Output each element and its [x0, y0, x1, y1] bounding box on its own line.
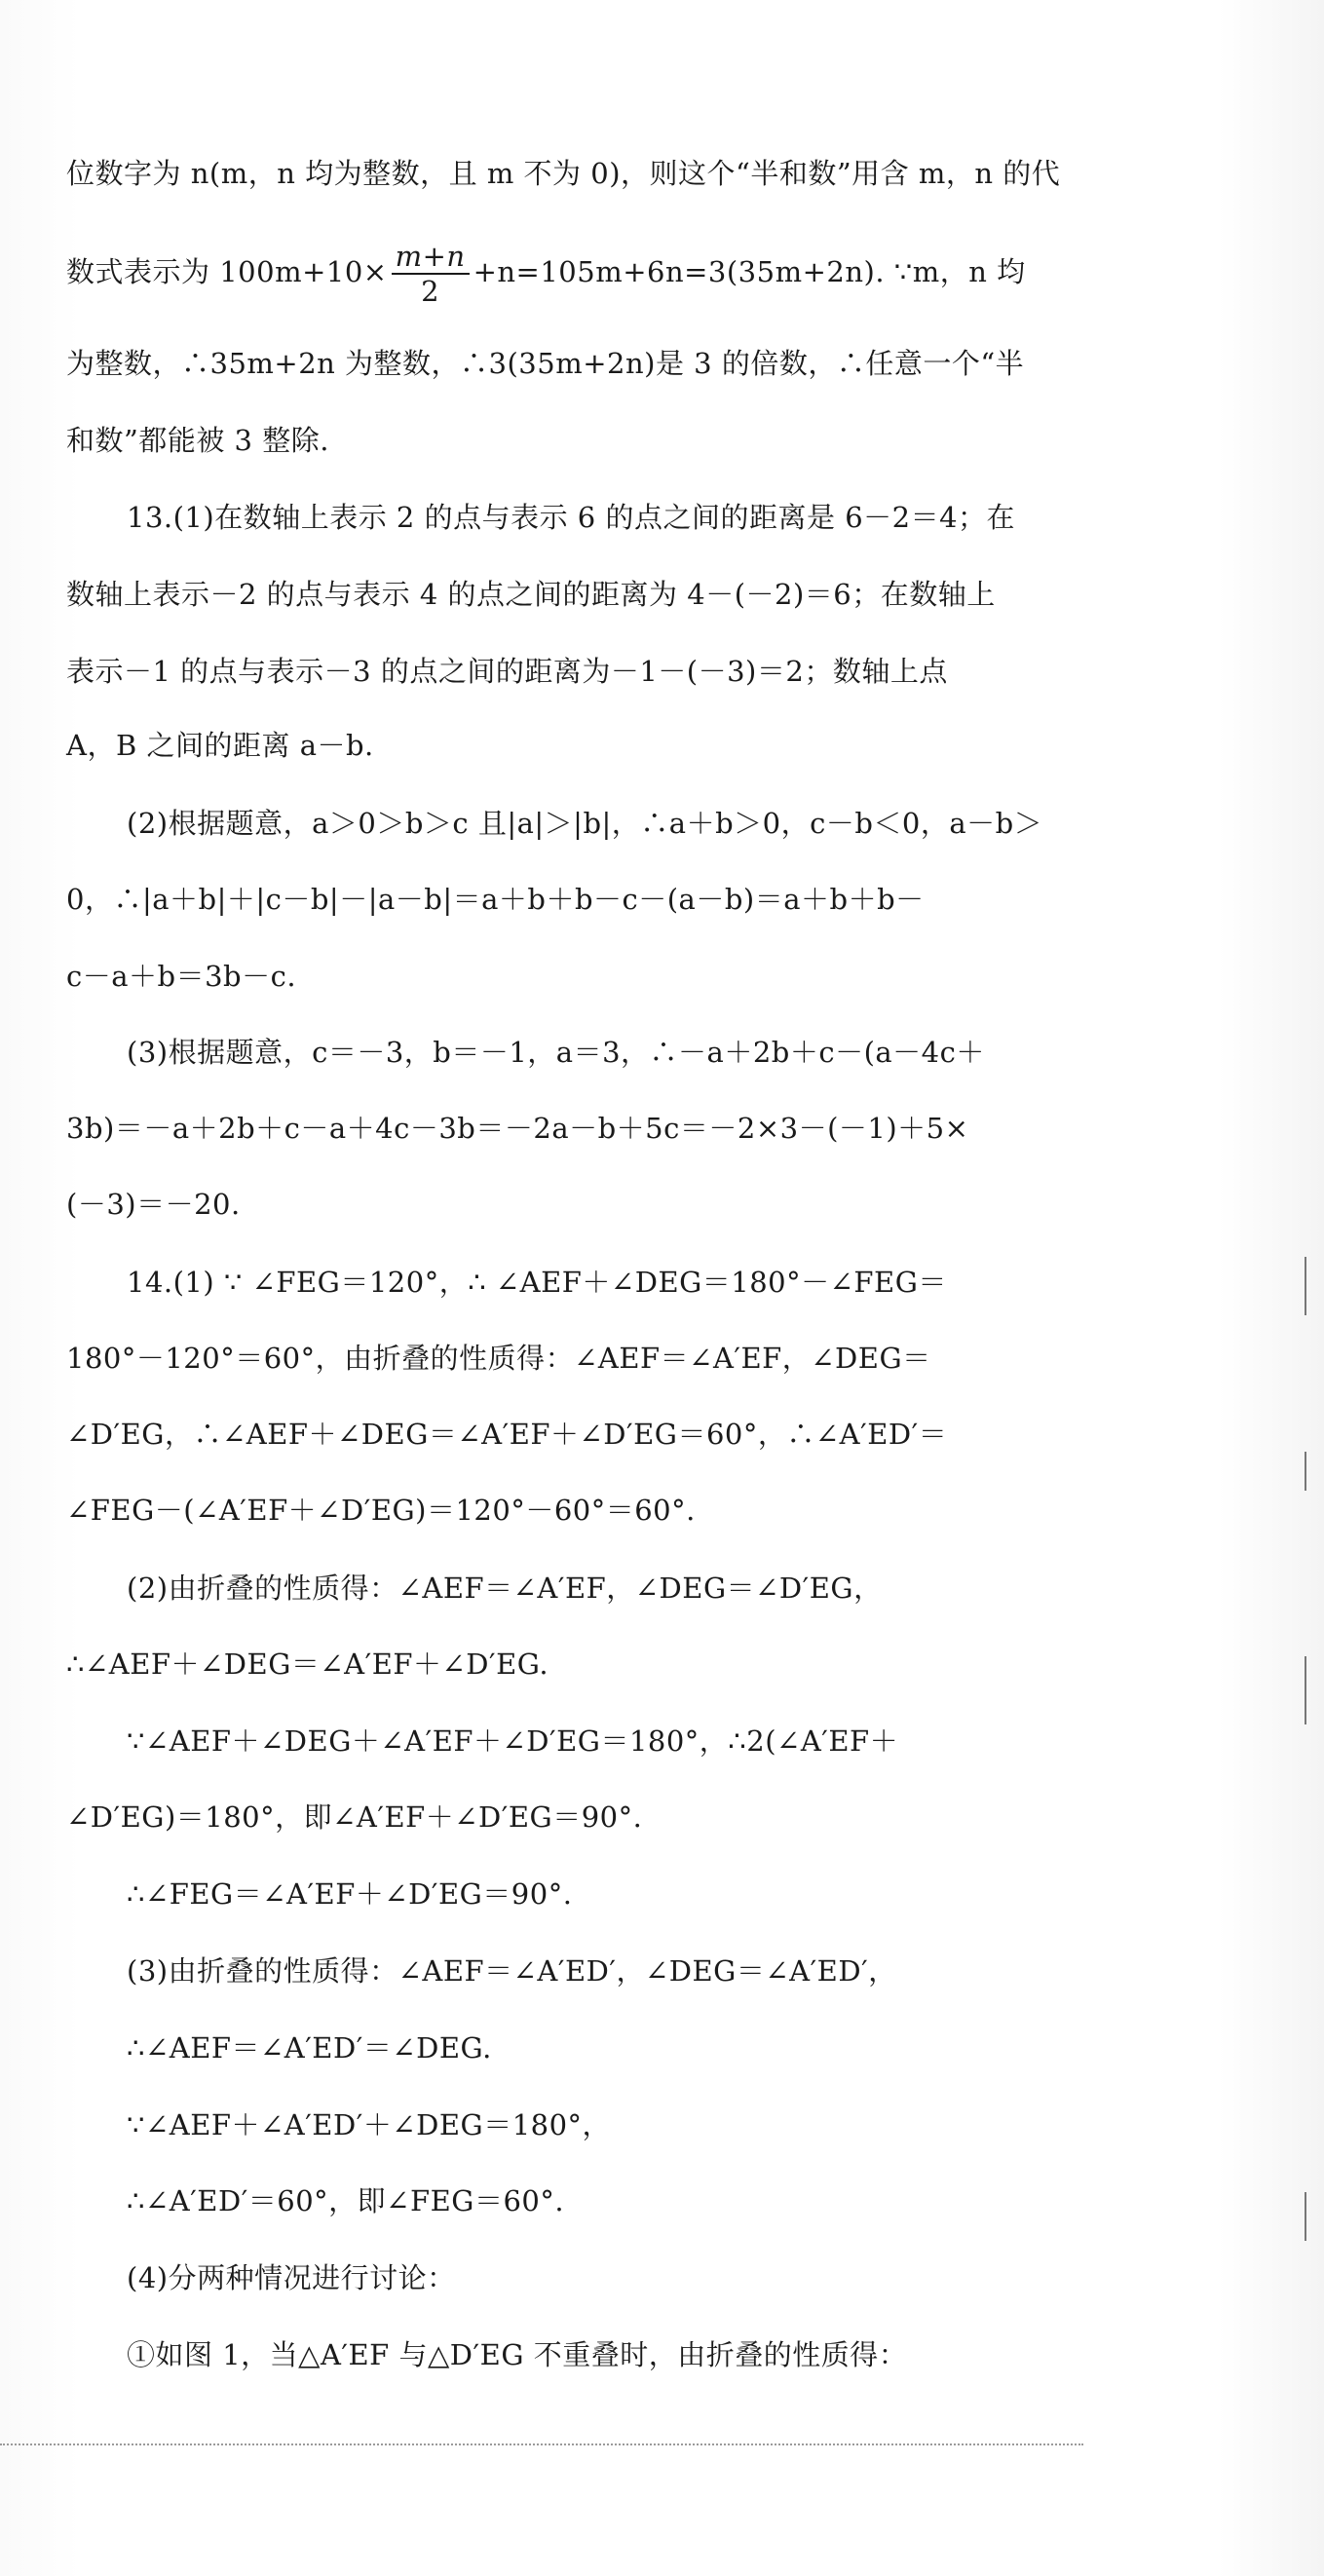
text-line-14: (－3)＝－20.: [66, 1188, 241, 1221]
edge-mark: [1305, 2192, 1306, 2241]
text-line-26: ∵∠AEF＋∠A′ED′＋∠DEG＝180°，: [127, 2108, 612, 2141]
text-line-29: ①如图 1，当△A′EF 与△D′EG 不重叠时，由折叠的性质得：: [127, 2338, 908, 2371]
text-line-20: ∴∠AEF＋∠DEG＝∠A′EF＋∠D′EG.: [66, 1648, 549, 1681]
fraction: [392, 240, 470, 308]
text-line-27: ∴∠A′ED′＝60°，即∠FEG＝60°.: [127, 2184, 565, 2217]
text-line-8: A，B 之间的距离 a－b.: [66, 729, 374, 762]
text-line-11: c－a＋b＝3b－c.: [66, 960, 297, 993]
text-line-7: 表示－1 的点与表示－3 的点之间的距离为－1－(－3)＝2；数轴上点: [66, 655, 948, 688]
formula-prefix: 数式表示为 100m+10×: [66, 255, 388, 288]
text-line-13: 3b)＝－a＋2b＋c－a＋4c－3b＝－2a－b＋5c＝－2×3－(－1)＋5×: [66, 1112, 969, 1145]
text-line-28: (4)分两种情况进行讨论：: [127, 2261, 456, 2294]
problem-13-heading-line: 13.(1)在数轴上表示 2 的点与表示 6 的点之间的距离是 6－2＝4；在: [127, 501, 1016, 534]
text-line-18: ∠FEG－(∠A′EF＋∠D′EG)＝120°－60°＝60°.: [66, 1494, 696, 1527]
fraction-denominator: 2: [421, 275, 440, 308]
edge-mark: [1305, 1257, 1306, 1315]
text-line-16: 180°－120°＝60°，由折叠的性质得：∠AEF＝∠A′EF，∠DEG＝: [66, 1342, 931, 1375]
text-line-4: 和数”都能被 3 整除.: [66, 424, 329, 457]
text-line-1: 位数字为 n(m，n 均为整数，且 m 不为 0)，则这个“半和数”用含 m，n 的代: [66, 157, 1061, 190]
text-line-25: ∴∠AEF＝∠A′ED′＝∠DEG.: [127, 2031, 492, 2065]
footer-dotted-rule: [0, 2443, 1083, 2445]
text-line-12: (3)根据题意，c＝－3，b＝－1，a＝3，∴－a＋2b＋c－(a－4c＋: [127, 1036, 985, 1069]
text-line-9: (2)根据题意，a＞0＞b＞c 且|a|＞|b|，∴a＋b＞0，c－b＜0，a－b＞: [127, 807, 1043, 840]
text-line-6: 数轴上表示－2 的点与表示 4 的点之间的距离为 4－(－2)＝6；在数轴上: [66, 578, 996, 611]
text-line-21: ∵∠AEF＋∠DEG＋∠A′EF＋∠D′EG＝180°，∴2(∠A′EF＋: [127, 1724, 899, 1758]
text-line-22: ∠D′EG)＝180°，即∠A′EF＋∠D′EG＝90°.: [66, 1800, 643, 1834]
text-line-17: ∠D′EG，∴∠AEF＋∠DEG＝∠A′EF＋∠D′EG＝60°，∴∠A′ED′＝: [66, 1418, 948, 1451]
edge-mark: [1305, 1452, 1306, 1491]
text-line-23: ∴∠FEG＝∠A′EF＋∠D′EG＝90°.: [127, 1877, 573, 1911]
text-line-2-formula: [66, 240, 1099, 308]
text-line-19: (2)由折叠的性质得：∠AEF＝∠A′EF，∠DEG＝∠D′EG，: [127, 1572, 883, 1605]
formula-suffix: +n=105m+6n=3(35m+2n). ∵m，n 均: [473, 255, 1026, 288]
edge-mark: [1305, 1656, 1306, 1724]
text-line-24: (3)由折叠的性质得：∠AEF＝∠A′ED′，∠DEG＝∠A′ED′，: [127, 1954, 897, 1988]
text-line-3: 为整数，∴35m+2n 为整数，∴3(35m+2n)是 3 的倍数，∴任意一个“半: [66, 347, 1025, 380]
problem-14-heading-line: 14.(1) ∵ ∠FEG＝120°，∴ ∠AEF＋∠DEG＝180°－∠FEG＝: [127, 1266, 947, 1299]
fraction-numerator: m+n: [392, 240, 470, 275]
text-line-10: 0，∴|a＋b|＋|c－b|－|a－b|＝a＋b＋b－c－(a－b)＝a＋b＋b－: [66, 883, 925, 916]
